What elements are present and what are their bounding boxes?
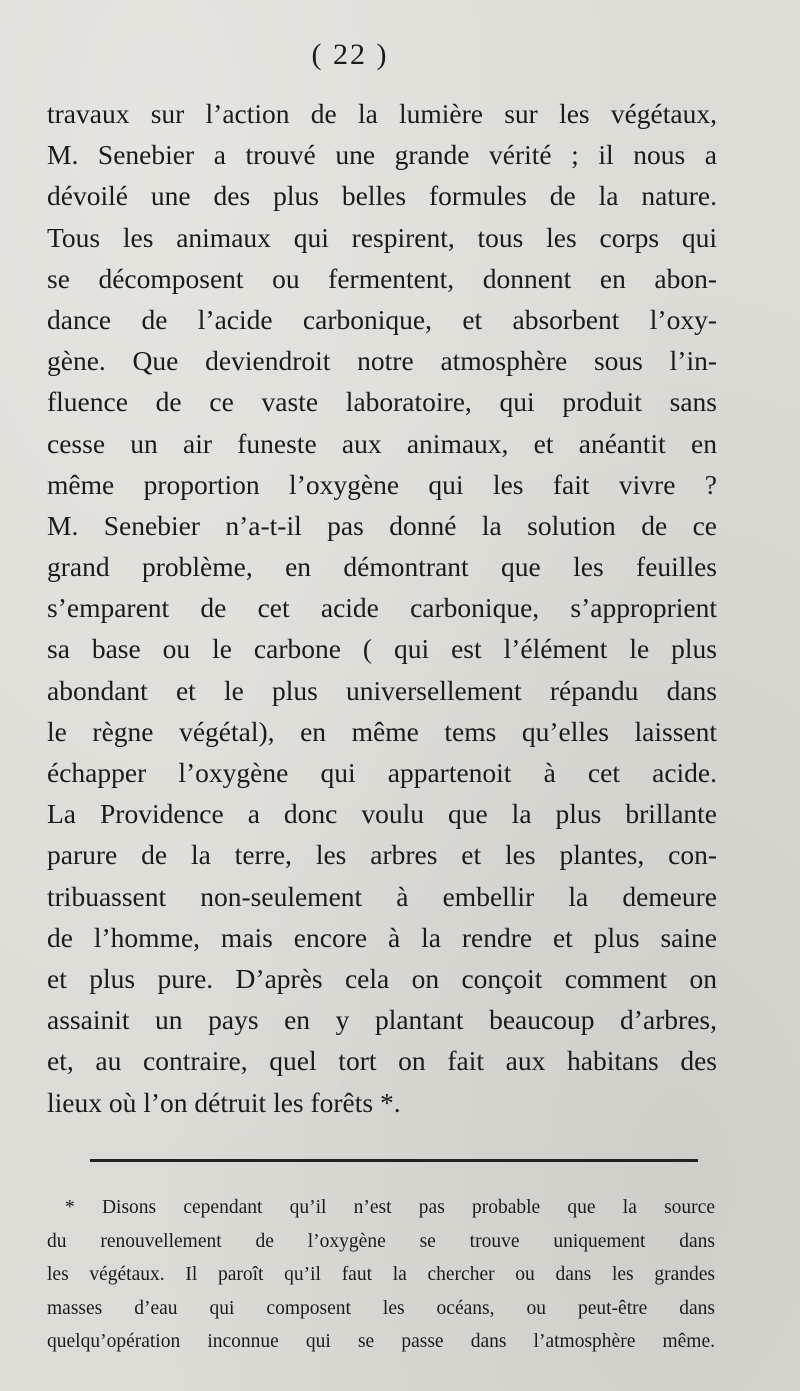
body-line: dévoilé une des plus belles formules de la nature. xyxy=(47,180,717,212)
body-line: se décomposent ou fermentent, donnent en abon- xyxy=(47,262,717,294)
body-line: assainit un pays en y plantant beaucoup d’arbres, xyxy=(47,1004,717,1036)
body-line: le règne végétal), en même tems qu’elles laissent xyxy=(47,715,717,747)
footnote-line: * Disons cependant qu’il n’est pas probable que la source xyxy=(65,1197,715,1218)
body-line: échapper l’oxygène qui appartenoit à cet acide. xyxy=(47,757,717,788)
body-line: cesse un air funeste aux animaux, et anéantit en xyxy=(47,427,717,459)
body-text xyxy=(47,93,717,1123)
body-line: La Providence a donc voulu que la plus brillante xyxy=(47,798,717,830)
body-line: abondant et le plus universellement répandu dans xyxy=(47,674,717,706)
footnote-line: quelqu’opération inconnue qui se passe dans l’atmosphère même. xyxy=(47,1331,715,1352)
body-line: sa base ou le carbone ( qui est l’élément le plus xyxy=(47,633,717,665)
footnote-line: les végétaux. Il paroît qu’il faut la chercher ou dans les grandes xyxy=(47,1264,715,1285)
body-line: tribuassent non-seulement à embellir la demeure xyxy=(47,880,717,912)
footnote-rule xyxy=(90,1159,698,1162)
footnote-line: masses d’eau qui composent les océans, ou peut-être dans xyxy=(47,1297,715,1319)
page-number: ( 22 ) xyxy=(311,38,389,71)
body-line: s’emparent de cet acide carbonique, s’approprient xyxy=(47,592,717,624)
body-line: travaux sur l’action de la lumière sur les végétaux, xyxy=(47,98,717,129)
body-line: et, au contraire, quel tort on fait aux habitans des xyxy=(47,1045,717,1077)
body-line: même proportion l’oxygène qui les fait vivre ? xyxy=(47,468,717,500)
body-line: fluence de ce vaste laboratoire, qui produit sans xyxy=(47,386,717,418)
body-line: M. Senebier n’a-t-il pas donné la solution de ce xyxy=(47,509,717,541)
footnote xyxy=(47,1191,715,1359)
body-line: et plus pure. D’après cela on conçoit comment on xyxy=(47,962,717,994)
footnote-line: du renouvellement de l’oxygène se trouve uniquement dans xyxy=(47,1230,715,1252)
body-line: dance de l’acide carbonique, et absorbent l’oxy- xyxy=(47,303,717,335)
body-line: gène. Que deviendroit notre atmosphère sous l’in- xyxy=(47,345,717,377)
body-line: M. Senebier a trouvé une grande vérité ; il nous a xyxy=(47,139,717,171)
body-line: parure de la terre, les arbres et les plantes, con- xyxy=(47,839,717,871)
body-line: de l’homme, mais encore à la rendre et plus saine xyxy=(47,921,717,953)
body-line: grand problème, en démontrant que les feuilles xyxy=(47,551,717,583)
body-line: Tous les animaux qui respirent, tous les corps qui xyxy=(47,221,717,253)
body-line: lieux où l’on détruit les forêts *. xyxy=(47,1086,401,1118)
